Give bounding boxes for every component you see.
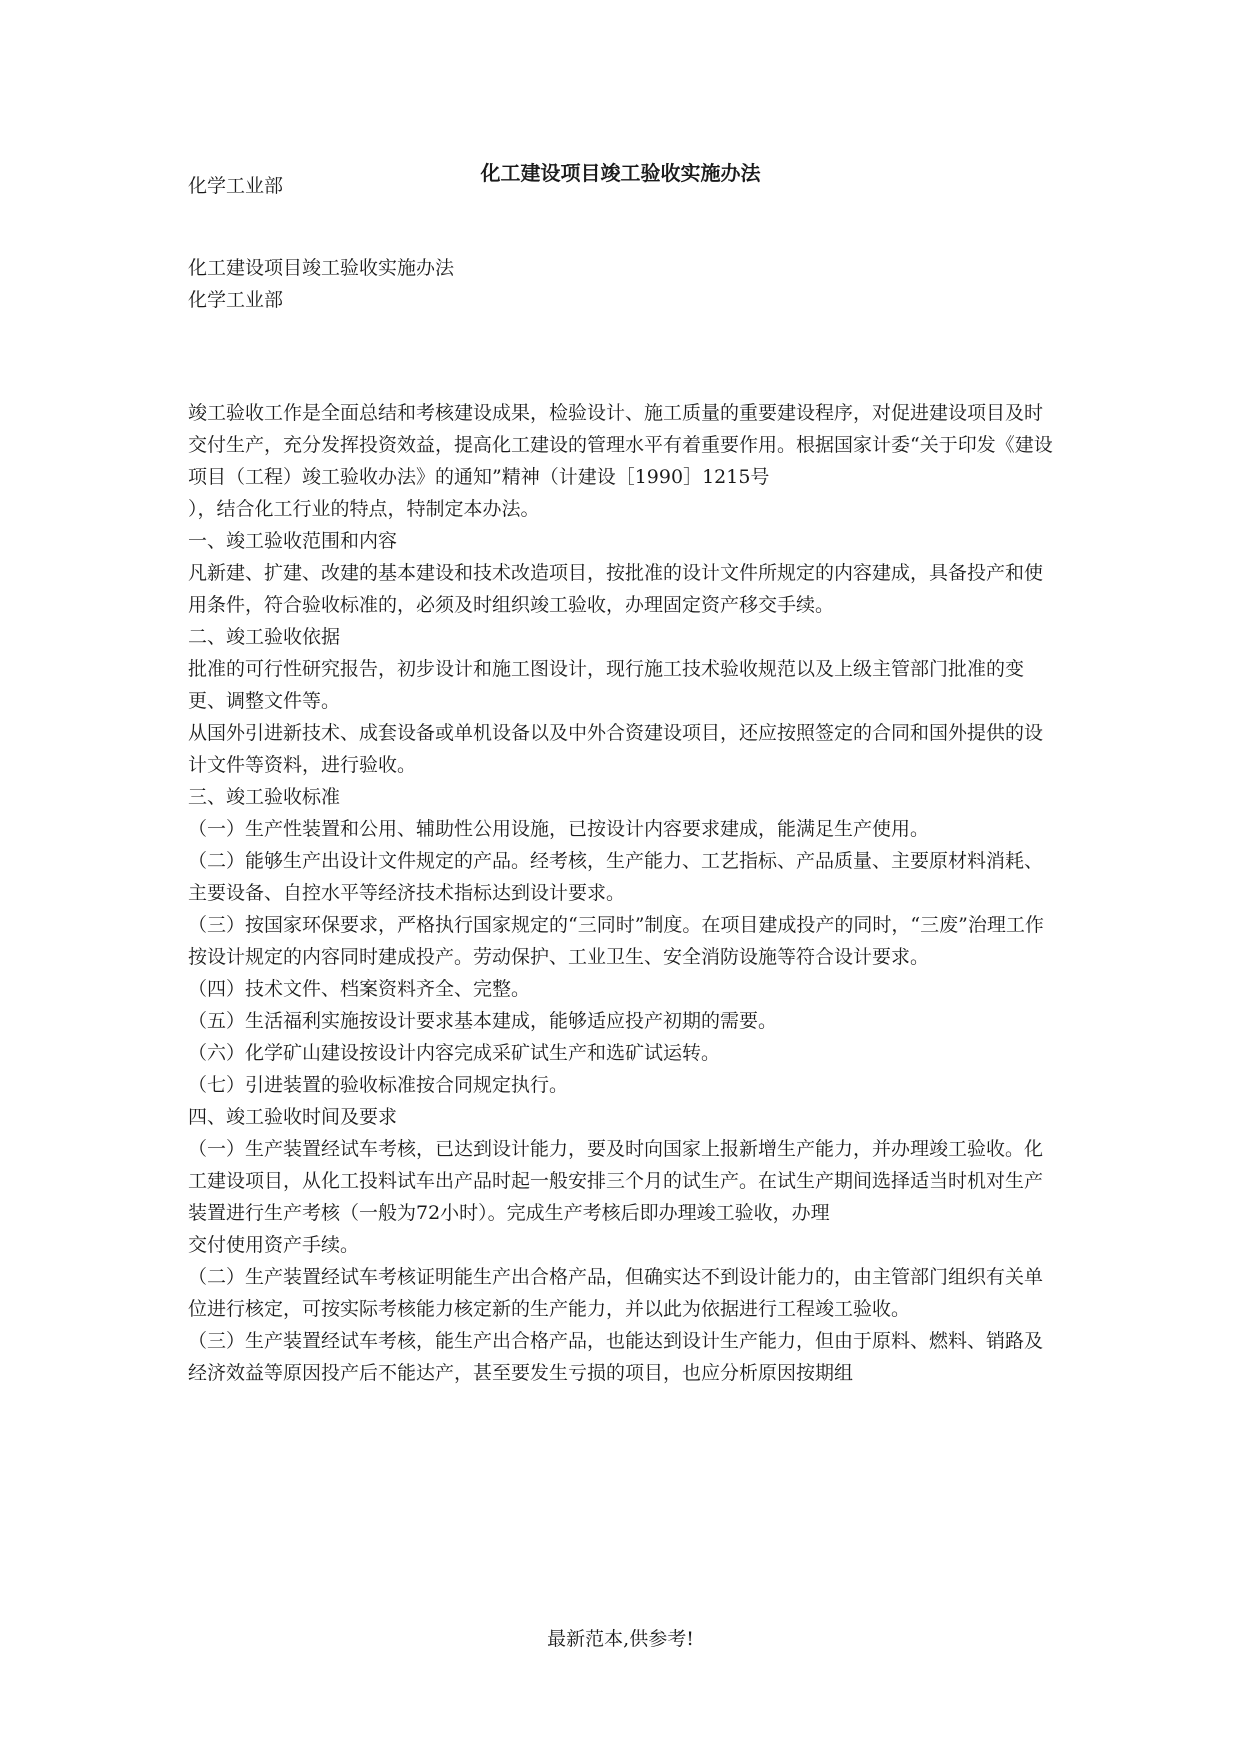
sub-issuer: 化学工业部 <box>188 289 284 311</box>
document-title: 化工建设项目竣工验收实施办法 <box>480 161 761 185</box>
section-heading-4: 四、竣工验收时间及要求 <box>188 1106 398 1128</box>
issuer-label: 化学工业部 <box>188 175 284 197</box>
list-item: （七）引进装置的验收标准按合同规定执行。 <box>188 1074 569 1096</box>
section-heading-2: 二、竣工验收依据 <box>188 626 341 648</box>
list-item: （四）技术文件、档案资料齐全、完整。 <box>188 978 531 1000</box>
list-item: （一）生产装置经试车考核，已达到设计能力，要及时向国家上报新增生产能力，并办理竣工验收。化工建设项目，从化工投料试车出产品时起一般安排三个月的试生产。在试生产期间选择适当时机对生产装置进行生产考核（一般为72小时）。完成生产考核后即办理竣工验收，办理 <box>188 1138 1044 1224</box>
body-text <box>188 397 1058 1389</box>
paragraph: 从国外引进新技术、成套设备或单机设备以及中外合资建设项目，还应按照签定的合同和国外提供的设计文件等资料，进行验收。 <box>188 722 1044 776</box>
paragraph: 批准的可行性研究报告，初步设计和施工图设计，现行施工技术验收规范以及上级主管部门批准的变更、调整文件等。 <box>188 658 1025 712</box>
list-item: （三）按国家环保要求，严格执行国家规定的“三同时”制度。在项目建成投产的同时，“三废”治理工作按设计规定的内容同时建成投产。劳动保护、工业卫生、安全消防设施等符合设计要求。 <box>188 914 1044 968</box>
list-item: （二）能够生产出设计文件规定的产品。经考核，生产能力、工艺指标、产品质量、主要原材料消耗、主要设备、自控水平等经济技术指标达到设计要求。 <box>188 850 1044 904</box>
list-item: （六）化学矿山建设按设计内容完成采矿试生产和选矿试运转。 <box>188 1042 721 1064</box>
paragraph: 交付使用资产手续。 <box>188 1234 360 1256</box>
section-heading-1: 一、竣工验收范围和内容 <box>188 530 398 552</box>
heading-block <box>188 252 1058 316</box>
list-item: （五）生活福利实施按设计要求基本建成，能够适应投产初期的需要。 <box>188 1010 778 1032</box>
paragraph-intro: 竣工验收工作是全面总结和考核建设成果，检验设计、施工质量的重要建设程序，对促进建设项目及时交付生产，充分发挥投资效益，提高化工建设的管理水平有着重要作用。根据国家计委“关于印发《建设项目（工程）竣工验收办法》的通知”精神（计建设［1990］1215号 <box>188 402 1053 488</box>
paragraph: 凡新建、扩建、改建的基本建设和技术改造项目，按批准的设计文件所规定的内容建成，具备投产和使用条件，符合验收标准的，必须及时组织竣工验收，办理固定资产移交手续。 <box>188 562 1044 616</box>
list-item: （三）生产装置经试车考核，能生产出合格产品，也能达到设计生产能力，但由于原料、燃料、销路及经济效益等原因投产后不能达产，甚至要发生亏损的项目，也应分析原因按期组 <box>188 1330 1044 1384</box>
list-item: （一）生产性装置和公用、辅助性公用设施，已按设计内容要求建成，能满足生产使用。 <box>188 818 930 840</box>
sub-title: 化工建设项目竣工验收实施办法 <box>188 257 455 279</box>
paragraph: ），结合化工行业的特点，特制定本办法。 <box>188 498 540 520</box>
list-item: （二）生产装置经试车考核证明能生产出合格产品，但确实达不到设计能力的，由主管部门组织有关单位进行核定，可按实际考核能力核定新的生产能力，并以此为依据进行工程竣工验收。 <box>188 1266 1044 1320</box>
page-footer: 最新范本,供参考! <box>547 1628 694 1650</box>
section-heading-3: 三、竣工验收标准 <box>188 786 341 808</box>
issuer-block <box>188 170 1058 202</box>
